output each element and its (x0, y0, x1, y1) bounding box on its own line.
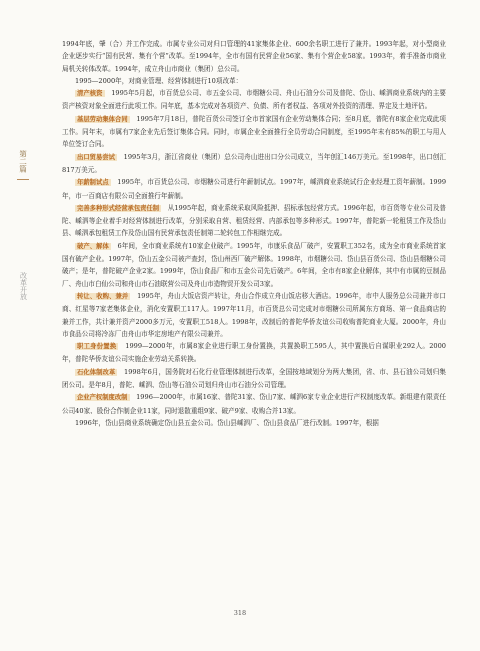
paragraph-heading: 年薪制试点 (77, 179, 109, 187)
paragraph-text: 6年间，全市商业系统有10家企业破产。1995年，市康乐食品厂破产，安置职工352名，成为全市商业系统首家国有破产企业。1997年，岱山五金公司被产查封，岱山州西厂破产解体。1998年，市烟糖公司、岱山县百货公司、岱山县烟糖公司破产；是年，普陀破产企业2家。1999年，岱山食品厂和市五金公司先后破产。6年间，全市有8家企业解体，其中有市属的豆制品厂、舟山市白仙公司和舟山市石油联营公司及舟山市造物贸开发公司3家。 (62, 241, 447, 288)
paragraph-text: 1996年，岱山县商业系统确定岱山县五金公司。岱山县嵊泗厂、岱山县食品厂进行改制。1997年，根据 (75, 418, 379, 427)
page-number: 318 (233, 609, 247, 617)
paragraph-heading: 职工身份置换 (77, 343, 117, 351)
paragraph-text: 1995年7月18日，普陀百货公司签订全市首家国有企业劳动集体合同；至8月底，普陀有8家企业完成此项工作。同年末，市属有7家企业先后签订集体合同。同时，市属企业全面推行全员劳动合同制度，至1995年末有85%的职工与用人单位签订合同。 (62, 114, 447, 149)
paragraph-text: 1995年5月起，市百货总公司、市五金公司、市烟糖公司、舟山石油分公司及普陀、岱山、嵊泗商业系统内的主要资产核资对象全面进行此项工作。同年底，基本完成对各项资产、负债、所有者权益、各项对外投资的清理、界定及土地评估。 (62, 89, 447, 111)
paragraph (62, 366, 446, 392)
chapter-divider (17, 179, 29, 180)
paragraph (62, 340, 446, 366)
section-title: 改革开放 (19, 271, 28, 300)
paragraph (62, 87, 446, 113)
paragraph-heading: 转让、收购、兼并 (77, 292, 129, 300)
paragraph-text: 1995—2000年，对商业管理、经营体制进行10项改革： (75, 76, 243, 85)
paragraph-heading: 清产核资 (77, 90, 103, 98)
paragraph-heading: 石化体制改革 (77, 368, 116, 376)
paragraph (62, 202, 446, 240)
paragraph-text: 从1995年起，商业系统采取风险抵押、招标承包经营方式。1996年起，市百货等专业公司及普陀、嵊泗等企业着手对经营体制进行改革，分别采取自营、租赁经营、内部承包等多种形式。1997年，普陀新一轮租赁工作及岱山县、嵊泗承包租赁工作及岱山国有民营承包责任制第二轮转包工作相继完成。 (62, 203, 447, 238)
paragraph (62, 113, 446, 151)
paragraph (62, 417, 446, 429)
chapter-label: 第二篇 (18, 150, 28, 173)
paragraph (62, 240, 446, 290)
paragraph (62, 75, 446, 87)
paragraph (62, 290, 446, 340)
chapter-sidebar (12, 150, 34, 303)
paragraph (62, 391, 446, 417)
paragraph (62, 151, 446, 177)
paragraph-text: 1999—2000年，市属8家企业进行职工身份置换，共置换职工595人，其中置换后自谋职业292人。2000年，普陀华侨友谊公司实施企业劳动关系转换。 (62, 342, 447, 364)
paragraph-heading: 基层劳动集体合同 (77, 115, 128, 123)
paragraph-heading: 破产、解体 (77, 242, 109, 250)
paragraph-text: 1995年，舟山大饭店资产转让，舟山合作成立舟山饭店移大酒店。1996年，市中人服务总公司兼并市口商、红星等7家老集体企业，消化安置职工117人。1997年11月，市百货总公司完成对市烟糖公司所属东方商场、第一食品商店的兼并工作，共计兼并资产2000多万元，安置职工518人。1998年，改制后的普陀华侨友谊公司收购普陀商业大厦。2000年，舟山市食品公司将冷冻厂由舟山市华定房地产有限公司兼并。 (62, 291, 447, 338)
paragraph-text: 1994年底，肇（合）并工作完成。市属专业公司对归口管理的41家集体企业、600余名职工进行了兼并。1993年起，对小型商业企业逐步实行“国有民营、集有个营”改革。至1994年，全市有国有民营企业56家、集有个营企业58家。1993年，着手准备市商业局机关转体改革。1994年，成立舟山市商业（集团）总公司。 (62, 40, 446, 73)
paragraph-text: 1995年，市百货总公司、市烟糖公司进行年薪制试点。1997年，嵊泗商业系统试行企业经理工资年薪制。1999年，市一百商店有限公司全面推行年薪制。 (62, 178, 447, 200)
paragraph-heading: 完善多种形式经营承包责任制 (77, 204, 160, 212)
paragraph (62, 176, 446, 202)
body-text (62, 38, 446, 429)
paragraph-heading: 出口贸易尝试 (77, 153, 116, 161)
paragraph-heading: 企业产权制度改制 (77, 394, 128, 402)
paragraph-text: 1998年6月，国务院对石化行业管理体制进行改革，全国按地域划分为两大集团，省、市、县石油公司划归集团公司。是年8月，普陀、嵊泗、岱山等石油公司划归舟山市石油分公司管理。 (62, 367, 446, 390)
paragraph (62, 38, 446, 75)
paragraph-text: 1995年3月，浙江省商业（集团）总公司舟山进出口分公司成立，当年创汇146万美元。至1998年，出口创汇817万美元。 (62, 152, 447, 174)
paragraph-text: 1996—2000年，市属16家、普陀31家、岱山7家、嵊泗6家专业企业进行产权制度改革。新组建有限责任公司40家、股份合作制企业11家，同时退散重组9家、破产9家、收购合并13家。 (62, 393, 447, 415)
